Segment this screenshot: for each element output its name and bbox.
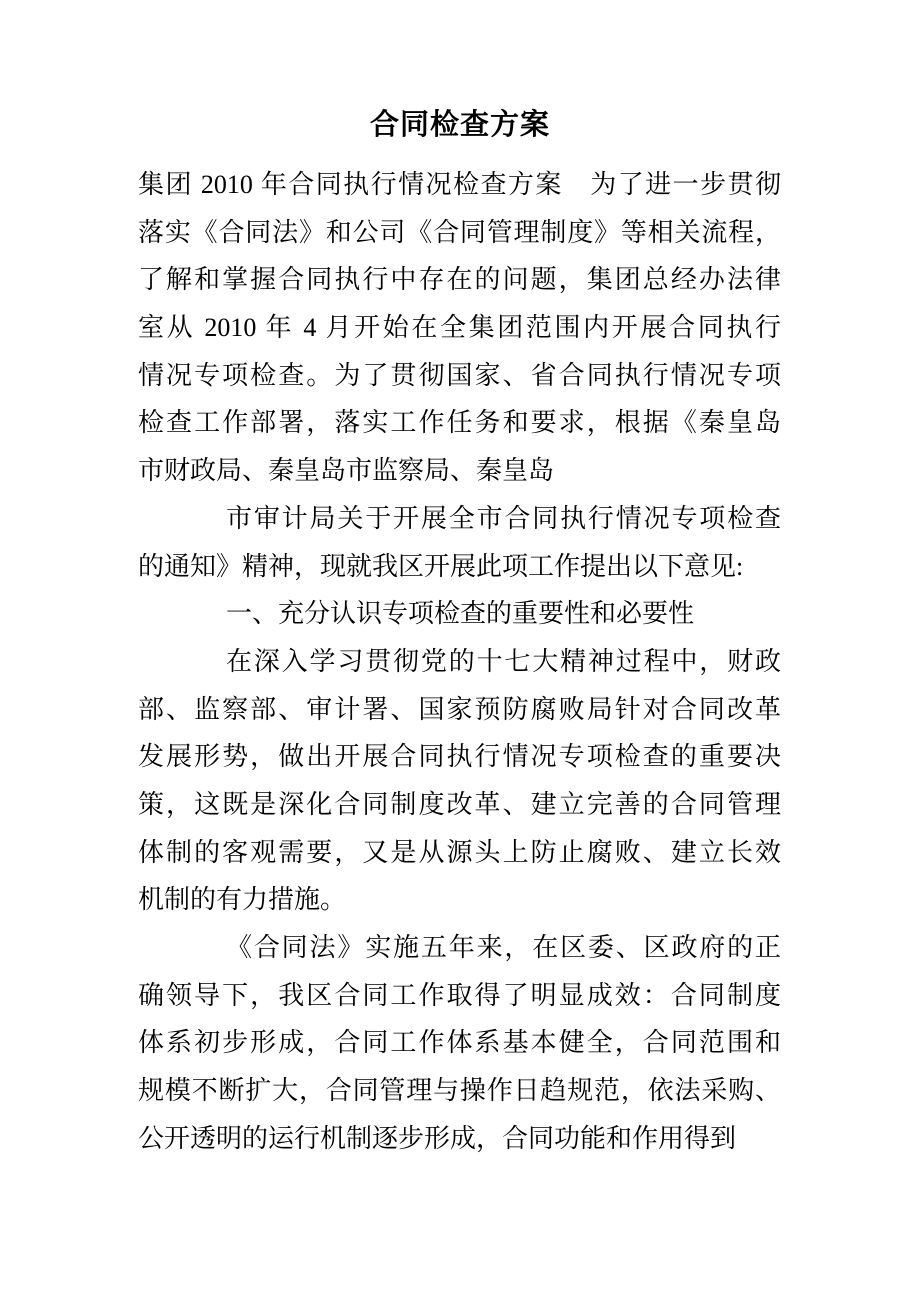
text-line: 落实《合同法》和公司《合同管理制度》等相关流程， — [138, 217, 781, 247]
text-line: 公开透明的运行机制逐步形成，合同功能和作用得到 — [138, 1123, 737, 1153]
text-line: 市审计局关于开展全市合同执行情况专项检查 — [226, 503, 781, 533]
text-line: 室从 2010 年 4 月开始在全集团范围内开展合同执行 — [138, 313, 781, 343]
text-line: 检查工作部署，落实工作任务和要求，根据《秦皇岛 — [138, 408, 781, 438]
text-line: 集团 2010 年合同执行情况检查方案 为了进一步贯彻 — [138, 170, 781, 199]
text-line: 确领导下，我区合同工作取得了明显成效：合同制度 — [138, 980, 781, 1010]
text-line: 《合同法》实施五年来，在区委、区政府的正 — [226, 933, 781, 962]
text-line: 体系初步形成，合同工作体系基本健全，合同范围和 — [138, 1028, 781, 1058]
document-body — [138, 161, 781, 1162]
text-line: 情况专项检查。为了贯彻国家、省合同执行情况专项 — [138, 360, 781, 390]
text-line: 市财政局、秦皇岛市监察局、秦皇岛 — [138, 456, 555, 486]
text-line: 机制的有力措施。 — [138, 885, 347, 915]
text-line: 体制的客观需要，又是从源头上防止腐败、建立长效 — [138, 837, 781, 867]
text-line: 了解和掌握合同执行中存在的问题，集团总经办法律 — [138, 265, 781, 295]
text-line: 规模不断扩大，合同管理与操作日趋规范，依法采购、 — [138, 1076, 781, 1106]
text-line: 在深入学习贯彻党的十七大精神过程中，财政 — [226, 646, 781, 676]
document-title: 合同检查方案 — [369, 109, 550, 141]
text-line: 一、充分认识专项检查的重要性和必要性 — [226, 599, 695, 629]
text-line: 部、监察部、审计署、国家预防腐败局针对合同改革 — [138, 694, 781, 724]
text-line: 发展形势，做出开展合同执行情况专项检查的重要决 — [138, 742, 781, 772]
text-line: 的通知》精神，现就我区开展此项工作提出以下意见: — [138, 551, 744, 581]
text-line: 策，这既是深化合同制度改革、建立完善的合同管理 — [138, 789, 781, 819]
